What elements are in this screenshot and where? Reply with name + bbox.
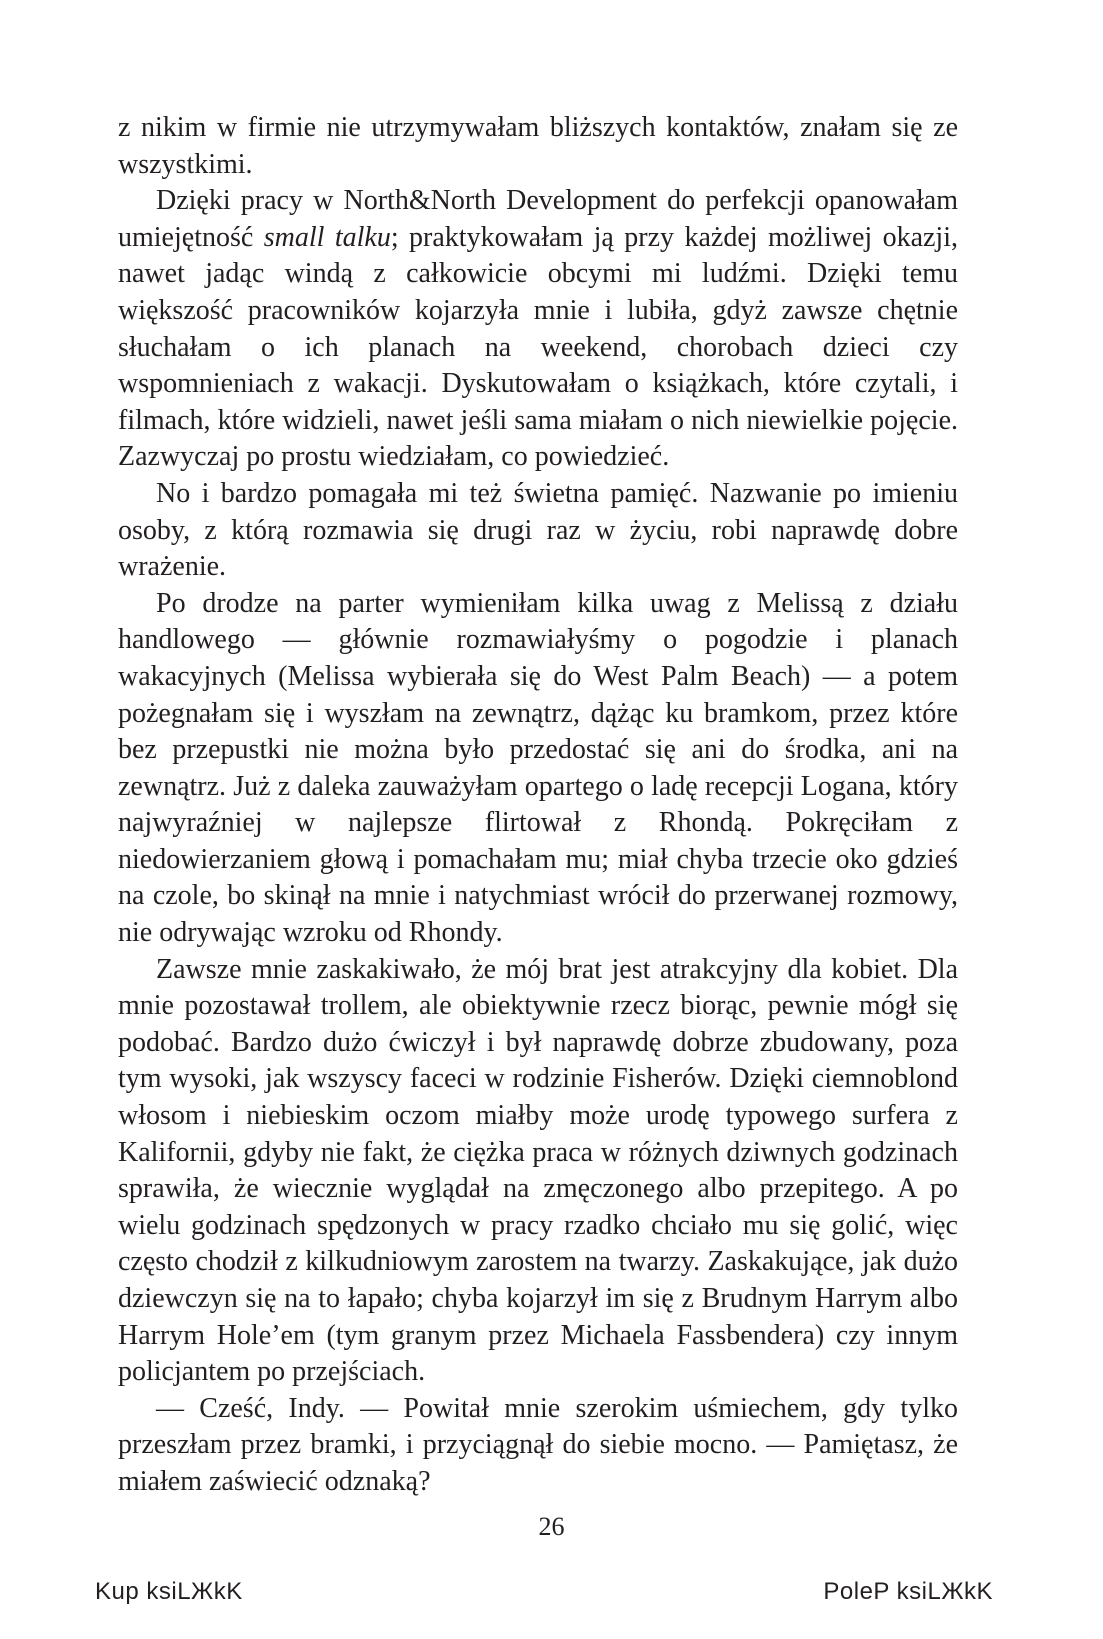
footer-right <box>823 1578 993 1606</box>
paragraph <box>118 476 958 586</box>
paragraph <box>118 586 958 952</box>
text-segment: Dzięki pracy w North&North Development do perfekcji opanowałam umiejętność <box>118 185 958 253</box>
paragraph <box>118 1391 958 1501</box>
text-segment: — Cześć, Indy. — Powitał mnie szerokim uśmiechem, gdy tylko przeszłam przez bramki, i przyciągnął do siebie mocno. — Pamiętasz, że miałem zaświecić odznaką? <box>118 1392 958 1497</box>
recommend-book-link[interactable]: PoleP ksiLЖkK <box>823 1578 993 1605</box>
paragraph <box>118 183 958 476</box>
text-segment: ; praktykowałam ją przy każdej możliwej okazji, nawet jadąc windą z całkowicie obcymi mi ludźmi. Dzięki temu większość pracowników kojarzyła mnie i lubiła, gdyż zawsze chętnie słuchałam o ich planach na weekend, chorobach dzieci czy wspomnieniach z wakacji. Dyskutowałam o książkach, które czytali, i filmach, które widzieli, nawet jeśli sama miałam o nich niewielkie pojęcie. Zazwyczaj po prostu wiedziałam, co powiedzieć. <box>118 221 958 473</box>
footer-left <box>95 1578 243 1606</box>
buy-book-link[interactable]: Kup ksiLЖkK <box>95 1578 243 1605</box>
italic-text-segment: small talku <box>263 221 391 253</box>
text-segment: No i bardzo pomagała mi też świetna pamięć. Nazwanie po imieniu osoby, z którą rozmawia się drugi raz w życiu, robi naprawdę dobre wrażenie. <box>118 477 958 583</box>
paragraph <box>118 110 958 183</box>
paragraph <box>118 952 958 1391</box>
text-segment: Zawsze mnie zaskakiwało, że mój brat jest atrakcyjny dla kobiet. Dla mnie pozostawał trollem, ale obiektywnie rzecz biorąc, pewnie mógł się podobać. Bardzo dużo ćwiczył i był naprawdę dobrze zbudowany, poza tym wysoki, jak wszyscy faceci w rodzinie Fisherów. Dzięki ciemnoblond włosom i niebieskim oczom miałby może urodę typowego surfera z Kalifornii, gdyby nie fakt, że ciężka praca w różnych dziwnych godzinach sprawiła, że wiecznie wyglądał na zmęczonego albo przepitego. A po wielu godzinach spędzonych w pracy rzadko chciało mu się golić, więc często chodził z kilkudniowym zarostem na twarzy. Zaskakujące, jak dużo dziewczyn się na to łapało; chyba kojarzył im się z Brudnym Harrym albo Harrym Hole’em (tym granym przez Michaela Fassbendera) czy innym policjantem po przejściach. <box>118 953 958 1388</box>
page-number: 26 <box>538 1512 565 1541</box>
text-segment: z nikim w firmie nie utrzymywałam bliższych kontaktów, znałam się ze wszystkimi. <box>118 112 958 180</box>
book-page-text <box>118 110 958 1501</box>
text-segment: Po drodze na parter wymieniłam kilka uwag z Melissą z działu handlowego — głównie rozmawiałyśmy o pogodzie i planach wakacyjnych (Melissa wybierała się do West Palm Beach) — a potem pożegnałam się i wyszłam na zewnątrz, dążąc ku bramkom, przez które bez przepustki nie można było przedostać się ani do środka, ani na zewnątrz. Już z daleka zauważyłam opartego o ladę recepcji Logana, który najwyraźniej w najlepsze flirtował z Rhondą. Pokręciłam z niedowierzaniem głową i pomachałam mu; miał chyba trzecie oko gdzieś na czole, bo skinął na mnie i natychmiast wrócił do przerwanej rozmowy, nie odrywając wzroku od Rhondy. <box>118 587 958 949</box>
